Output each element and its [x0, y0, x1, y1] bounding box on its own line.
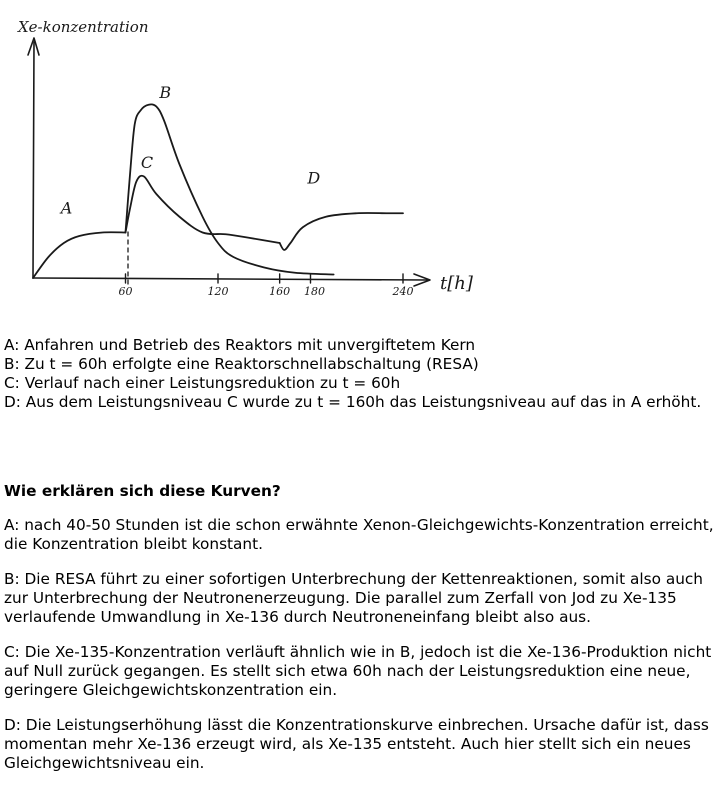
x-axis-label: t[h]: [440, 273, 473, 294]
y-axis-label: Xe-konzentration: [18, 18, 149, 36]
curve-label-b: B: [159, 82, 172, 102]
series-line-d: [280, 213, 403, 250]
section-heading: Wie erklären sich diese Kurven?: [4, 482, 281, 500]
curve-label-c: C: [140, 152, 154, 172]
legend-line-a: A: Anfahren und Betrieb des Reaktors mit unvergiftetem Kern: [4, 336, 476, 354]
y-axis: [33, 42, 34, 278]
x-tick-label: 160: [269, 285, 291, 298]
series-line-a: [33, 232, 126, 278]
legend-line-d: D: Aus dem Leistungsniveau C wurde zu t = 160h das Leistungsniveau auf das in A erhöht.: [4, 393, 702, 411]
explanation-d: D: Die Leistungserhöhung lässt die Konzentrationskurve einbrechen. Ursache dafür ist, dass momentan mehr Xe-136 erzeugt wird, als Xe-135 entsteht. Auch hier stellt sich ein neues Gleichgewichtsniveau ein.: [4, 716, 709, 772]
legend-line-c: C: Verlauf nach einer Leistungsreduktion zu t = 60h: [4, 374, 401, 392]
curve-label-a: A: [60, 198, 73, 218]
series-line-c: [126, 176, 280, 243]
curve-label-d: D: [307, 168, 321, 188]
explanation-c: C: Die Xe-135-Konzentration verläuft ähnlich wie in B, jedoch ist die Xe-136-Produktion nicht auf Null zurück gegangen. Es stellt sich etwa 60h nach der Leistungsreduktion eine neue, geringere Gleichgewichtskonzentration ein.: [4, 643, 712, 699]
x-tick-label: 240: [392, 285, 414, 298]
series-lines: [33, 104, 403, 278]
explanations: [4, 516, 720, 789]
x-ticks: [119, 274, 414, 298]
x-axis: [33, 278, 428, 280]
x-tick-label: 120: [207, 285, 229, 298]
legend-line-b: B: Zu t = 60h erfolgte eine Reaktorschnellabschaltung (RESA): [4, 355, 479, 373]
explanation-b: B: Die RESA führt zu einer sofortigen Unterbrechung der Kettenreaktionen, somit also auch zur Unterbrechung der Neutronenerzeugung. Die parallel zum Zerfall von Jod zu Xe-135 verlaufende Umwandlung in Xe-136 durch Neutroneneinfang bleibt also aus.: [4, 570, 703, 626]
series-line-b: [126, 104, 334, 274]
explanation-a: A: nach 40-50 Stunden ist die schon erwähnte Xenon-Gleichgewichts-Konzentration erreicht, die Konzentration bleibt konstant.: [4, 516, 714, 553]
x-tick-label: 180: [304, 285, 325, 298]
xenon-concentration-chart: [0, 0, 728, 320]
curve-legend: [4, 336, 720, 412]
x-tick-label: 60: [118, 285, 133, 298]
curve-annotations: [59, 83, 321, 218]
